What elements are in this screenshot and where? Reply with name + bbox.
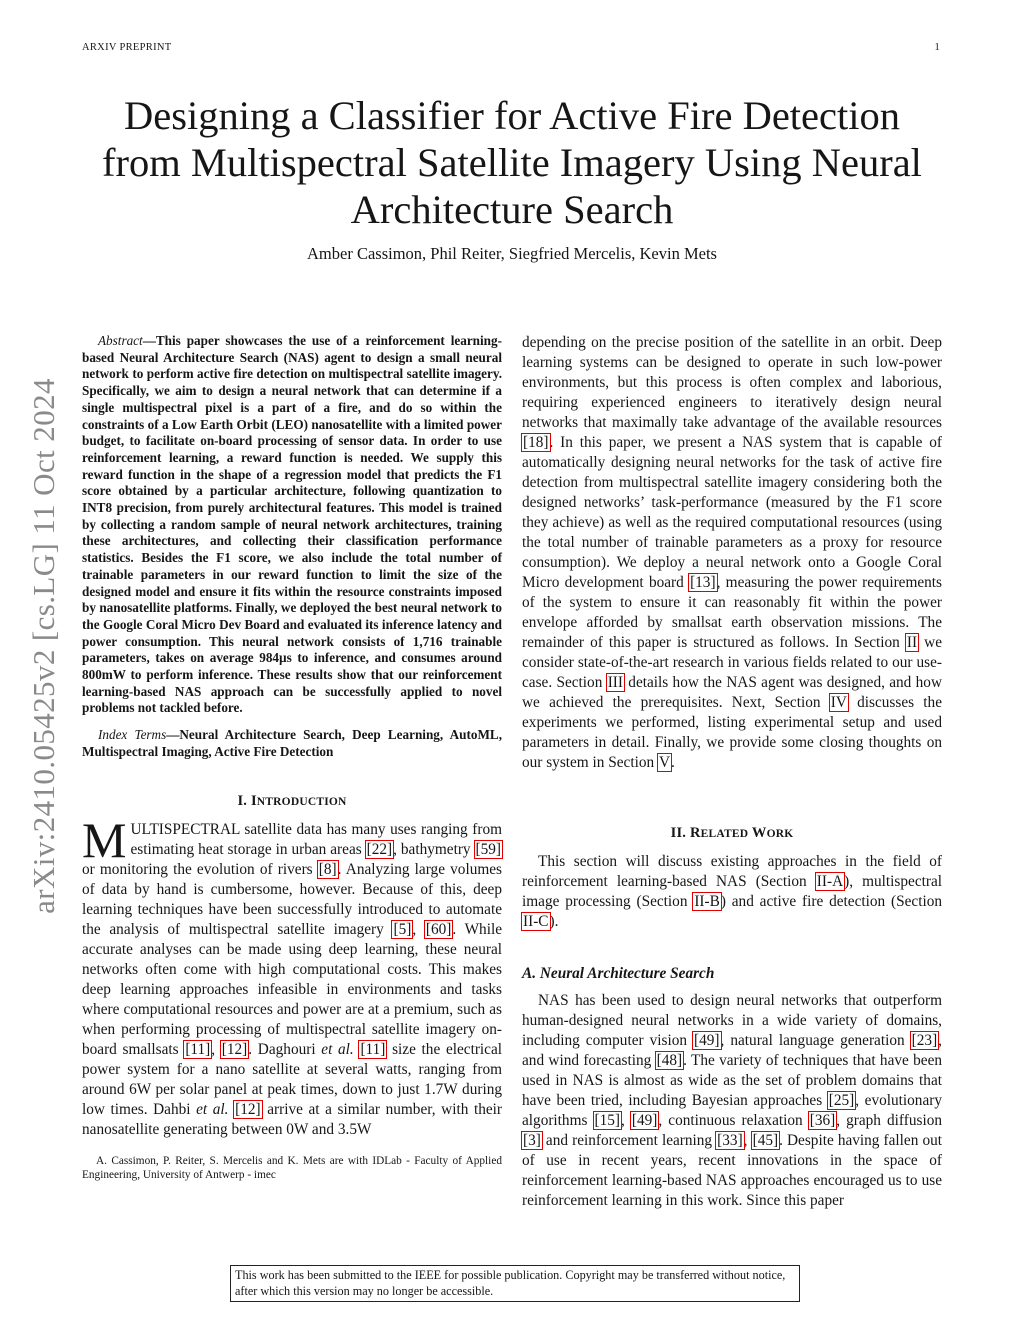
citation-link[interactable]: [45] bbox=[752, 1132, 779, 1149]
arxiv-identifier: arXiv:2410.05425v2 [cs.LG] 11 Oct 2024 bbox=[26, 378, 61, 914]
right-column bbox=[522, 333, 942, 1211]
citation-link[interactable]: [22] bbox=[366, 840, 393, 858]
citation-link[interactable]: [49] bbox=[694, 1032, 720, 1049]
abstract: Abstract—This paper showcases the use of a reinforcement learning-based Neural Architecture Search (NAS) agent to design a small neural network to perform active fire detection on multispectral satellite imagery. Specifically, we aim to design a neural network that can determine if a single multispectral pixel is a part of a fire, and do so within the constraints of a Low Earth Orbit (LEO) nanosatellite with a limited power budget, to facilitate on-board processing of sensor data. In order to use reinforcement learning, a reward function is needed. We supply this reward function in the shape of a regression model that predicts the F1 score obtained by a particular architecture, following quantization to INT8 precision, from purely architectural features. This model is trained by collecting a random sample of neural network architectures, training these architectures, and collecting their classification performance statistics. Besides the F1 score, we also include the total number of trainable parameters in our reward function to limit the size of the designed model and ensure it fits within the resource constraints imposed by nanosatellite platforms. Finally, we deployed the best neural network to the Google Coral Micro Dev Board and evaluated its inference latency and power consumption. This neural network consists of 1,716 trainable parameters, takes on average 984µs to inference, and consumes around 800mW to perform inference. These results show that our reinforcement learning-based NAS approach can be successfully applied to novel problems not tackled before. bbox=[82, 333, 502, 716]
citation-link[interactable]: [49] bbox=[631, 1112, 658, 1129]
abstract-text: This paper showcases the use of a reinforcement learning-based Neural Architecture Search (NAS) agent to design a small neural network to perform active fire detection on multispectral satellite imagery. Specifically, we aim to design a neural network that can determine if a single multispectral pixel is a part of a fire, and do so within the constraints of a Low Earth Orbit (LEO) nanosatellite with a limited power budget, to facilitate on-board processing of sensor data. In order to use reinforcement learning, a reward function is needed. We supply this reward function in the shape of a regression model that predicts the F1 score obtained by a particular architecture, following quantization to INT8 precision, from purely architectural features. This model is trained by collecting a random sample of neural network architectures, training these architectures, and collecting their classification performance statistics. Besides the F1 score, we also include the total number of trainable parameters in our reward function to limit the size of the designed model and ensure it fits within the resource constraints imposed by nanosatellite platforms. Finally, we deployed the best neural network to the Google Coral Micro Dev Board and evaluated its inference latency and power consumption. This neural network consists of 1,716 trainable parameters, takes on average 984µs to inference, and consumes around 800mW to perform inference. These results show that our reinforcement learning-based NAS approach can be successfully applied to novel problems not tackled before. bbox=[82, 333, 502, 716]
drop-cap: M bbox=[82, 811, 127, 868]
citation-link[interactable]: [18] bbox=[523, 434, 549, 451]
page-number: 1 bbox=[934, 42, 940, 53]
citation-link[interactable]: [59] bbox=[475, 840, 502, 858]
ieee-submission-notice: This work has been submitted to the IEEE for possible publication. Copyright may be transferred without notice, after which this version may no longer be accessible. bbox=[230, 1265, 800, 1302]
related-work-intro: This section will discuss existing approaches in the field of reinforcement learning-based NAS (Section II-A), multispectral image processing (Section II-B) and active fire detection (Section II-C). bbox=[522, 853, 942, 930]
citation-link[interactable]: [25] bbox=[828, 1092, 855, 1109]
footnote-block bbox=[82, 1154, 502, 1183]
lead-smallcaps: ULTISPECTRAL bbox=[130, 820, 240, 838]
citation-link[interactable]: [5] bbox=[393, 920, 412, 938]
paper-title: Designing a Classifier for Active Fire Detection from Multispectral Satellite Imagery Using Neural Architecture Search bbox=[102, 93, 922, 232]
section-link[interactable]: II bbox=[906, 634, 918, 651]
section-link[interactable]: II-A bbox=[816, 873, 844, 890]
section-link[interactable]: II-C bbox=[523, 913, 549, 930]
section-link[interactable]: II-B bbox=[694, 893, 720, 910]
running-header-left: ARXIV PREPRINT bbox=[82, 42, 172, 53]
introduction-continuation: depending on the precise position of the satellite in an orbit. Deep learning systems can be designed to operate in such low-power environments, but this process is often complex and laborious, requiring experienced engineers to iteratively design neural networks that maximally take advantage of the available resources [18]. In this paper, we present a NAS system that is capable of automatically designing neural networks for the task of active fire detection from multispectral satellite imagery considering both the designed networks’ task-performance (measured by the F1 score they achieve) as well as the required computational resources (using the total number of trainable parameters as a proxy for resource consumption). We deploy a neural network onto a Google Coral Micro development board [13], measuring the power requirements of the system to ensure it can reasonably fit within the power envelope afforded by smallsat earth observation missions. The remainder of this paper is structured as follows. In Section II we consider state-of-the-art research in various fields related to our use-case. Section III details how the NAS agent was designed, and how we achieved the prerequisites. Next, Section IV discusses the experiments we performed, listing experimental setup and used parameters in detail. Finally, we provide some closing thoughts on our system in Section V. bbox=[522, 334, 942, 771]
citation-link[interactable]: [12] bbox=[221, 1040, 248, 1058]
arxiv-sidestamp bbox=[20, 350, 68, 942]
citation-link[interactable]: [11] bbox=[360, 1040, 386, 1058]
section-heading-related-work: II. RELATED WORK bbox=[670, 825, 794, 841]
citation-link[interactable]: [15] bbox=[594, 1112, 620, 1129]
citation-link[interactable]: [48] bbox=[656, 1052, 683, 1069]
citation-link[interactable]: [13] bbox=[690, 574, 716, 591]
section-link[interactable]: III bbox=[607, 674, 623, 691]
citation-link[interactable]: [33] bbox=[717, 1132, 743, 1149]
introduction-paragraph: MULTISPECTRAL satellite data has many uses ranging from estimating heat storage in urban areas [22], bathymetry [59] or monitoring the evolution of rivers [8]. Analyzing large volumes of data by hand is cumbersome, however. Because of this, deep learning techniques have been successfully introduced to automate the analysis of multispectral satellite imagery [5], [60]. While accurate analyses can be made using deep learning, these neural networks often come with high computational costs. This makes deep learning approaches infeasible in environments and tasks where computational resources and power are at a premium, such as when performing processing of multispectral satellite imagery on-board smallsats [11], [12]. Daghouri et al. [11] size the electrical power system for a nano satellite at several watts, ranging from around 6W per solar panel at peak times, down to just 1.7W during low times. Dahbi et al. [12] arrive at a similar number, with their nanosatellite generating between 0W and 3.5W bbox=[82, 811, 502, 1138]
citation-link[interactable]: [60] bbox=[425, 920, 452, 938]
citation-link[interactable]: [23] bbox=[911, 1032, 938, 1049]
citation-link[interactable]: [3] bbox=[523, 1132, 541, 1149]
section-heading-introduction: I. INTRODUCTION bbox=[237, 792, 347, 809]
index-terms-text: Neural Architecture Search, Deep Learning, AutoML, Multispectral Imaging, Active Fire Detection bbox=[82, 727, 502, 759]
citation-link[interactable]: [11] bbox=[185, 1040, 211, 1058]
index-terms: Index Terms—Neural Architecture Search, Deep Learning, AutoML, Multispectral Imaging, Active Fire Detection bbox=[82, 727, 502, 759]
citation-link[interactable]: [12] bbox=[235, 1100, 261, 1118]
nas-paragraph: NAS has been used to design neural networks that outperform human-designed neural networks in a wide variety of domains, including computer vision [49], natural language generation [23], and wind forecasting [48]. The variety of techniques that have been used in NAS is almost as wide as the set of problem domains that have been tried, including Bayesian approaches [25], evolutionary algorithms [15], [49], continuous relaxation [36], graph diffusion [3] and reinforcement learning [33], [45]. Despite having fallen out of use in recent years, recent innovations in the space of reinforcement learning-based NAS approaches encouraged us to use reinforcement learning in this work. Since this paper bbox=[522, 992, 943, 1209]
subsection-heading-nas: A. Neural Architecture Search bbox=[522, 965, 715, 982]
index-terms-label: Index Terms bbox=[98, 727, 167, 743]
author-list: Amber Cassimon, Phil Reiter, Siegfried Mercelis, Kevin Mets bbox=[307, 244, 717, 263]
affiliation-footnote: A. Cassimon, P. Reiter, S. Mercelis and K. Mets are with IDLab - Faculty of Applied Engineering, University of Antwerp - imec bbox=[82, 1154, 502, 1182]
section-link[interactable]: V bbox=[658, 754, 671, 771]
left-column bbox=[82, 333, 502, 1183]
citation-link[interactable]: [8] bbox=[318, 860, 337, 878]
citation-link[interactable]: [36] bbox=[809, 1112, 836, 1129]
abstract-label: Abstract bbox=[98, 333, 143, 348]
section-link[interactable]: IV bbox=[830, 694, 847, 711]
